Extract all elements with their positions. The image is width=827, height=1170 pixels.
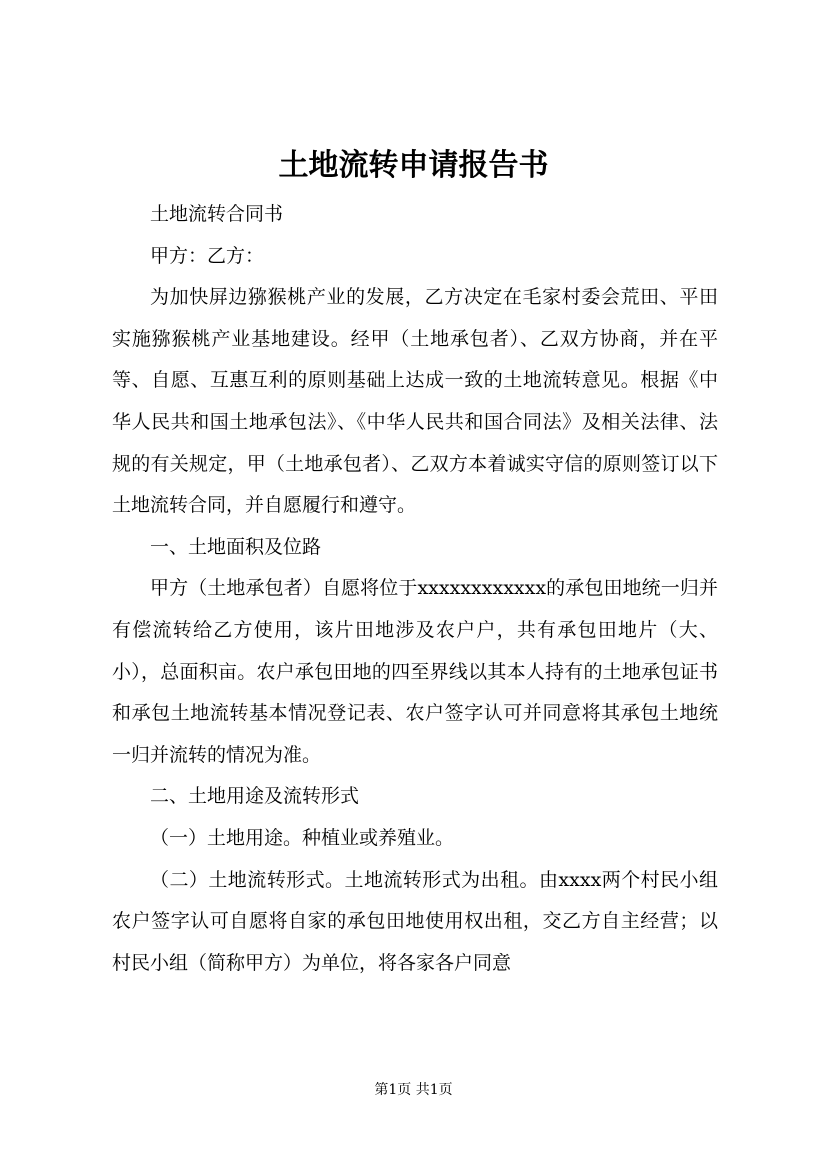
- paragraph-contract-heading: 土地流转合同书: [150, 203, 284, 225]
- document-title: 土地流转申请报告书: [278, 148, 549, 183]
- paragraph-area-location: 甲方（土地承包者）自愿将位于xxxxxxxxxxxx的承包田地统一归并有偿流转给乙方使用，该片田地涉及农户户，共有承包田地片（大、小），总面积亩。农户承包田地的四至界线以其本人持有的土地承包证书和承包土地流转基本情况登记表、农户签字认可并同意将其承包土地统一归并流转的情况为准。: [112, 577, 718, 766]
- paragraph-land-usage: （一）土地用途。种植业或养殖业。: [150, 826, 455, 849]
- section-heading-area-location: 一、土地面积及位路: [150, 535, 322, 558]
- paragraph-transfer-form: （二）土地流转形式。土地流转形式为出租。由xxxx两个村民小组农户签字认可自愿将自家的承包田地使用权出租，交乙方自主经营；以村民小组（简称甲方）为单位，将各家各户同意: [112, 868, 718, 974]
- paragraph-preamble: 为加快屏边猕猴桃产业的发展，乙方决定在毛家村委会荒田、平田实施猕猴桃产业基地建设。经甲（土地承包者）、乙双方协商，并在平等、自愿、互惠互利的原则基础上达成一致的土地流转意见。根据《中华人民共和国土地承包法》、《中华人民共和国合同法》及相关法律、法规的有关规定，甲（土地承包者）、乙双方本着诚实守信的原则签订以下土地流转合同，并自愿履行和遵守。: [112, 286, 718, 517]
- paragraph-parties: 甲方：乙方：: [150, 244, 265, 267]
- document-body: [112, 194, 718, 984]
- section-heading-usage-form: 二、土地用途及流转形式: [150, 785, 360, 808]
- page-footer: 第1页 共1页: [374, 1082, 453, 1098]
